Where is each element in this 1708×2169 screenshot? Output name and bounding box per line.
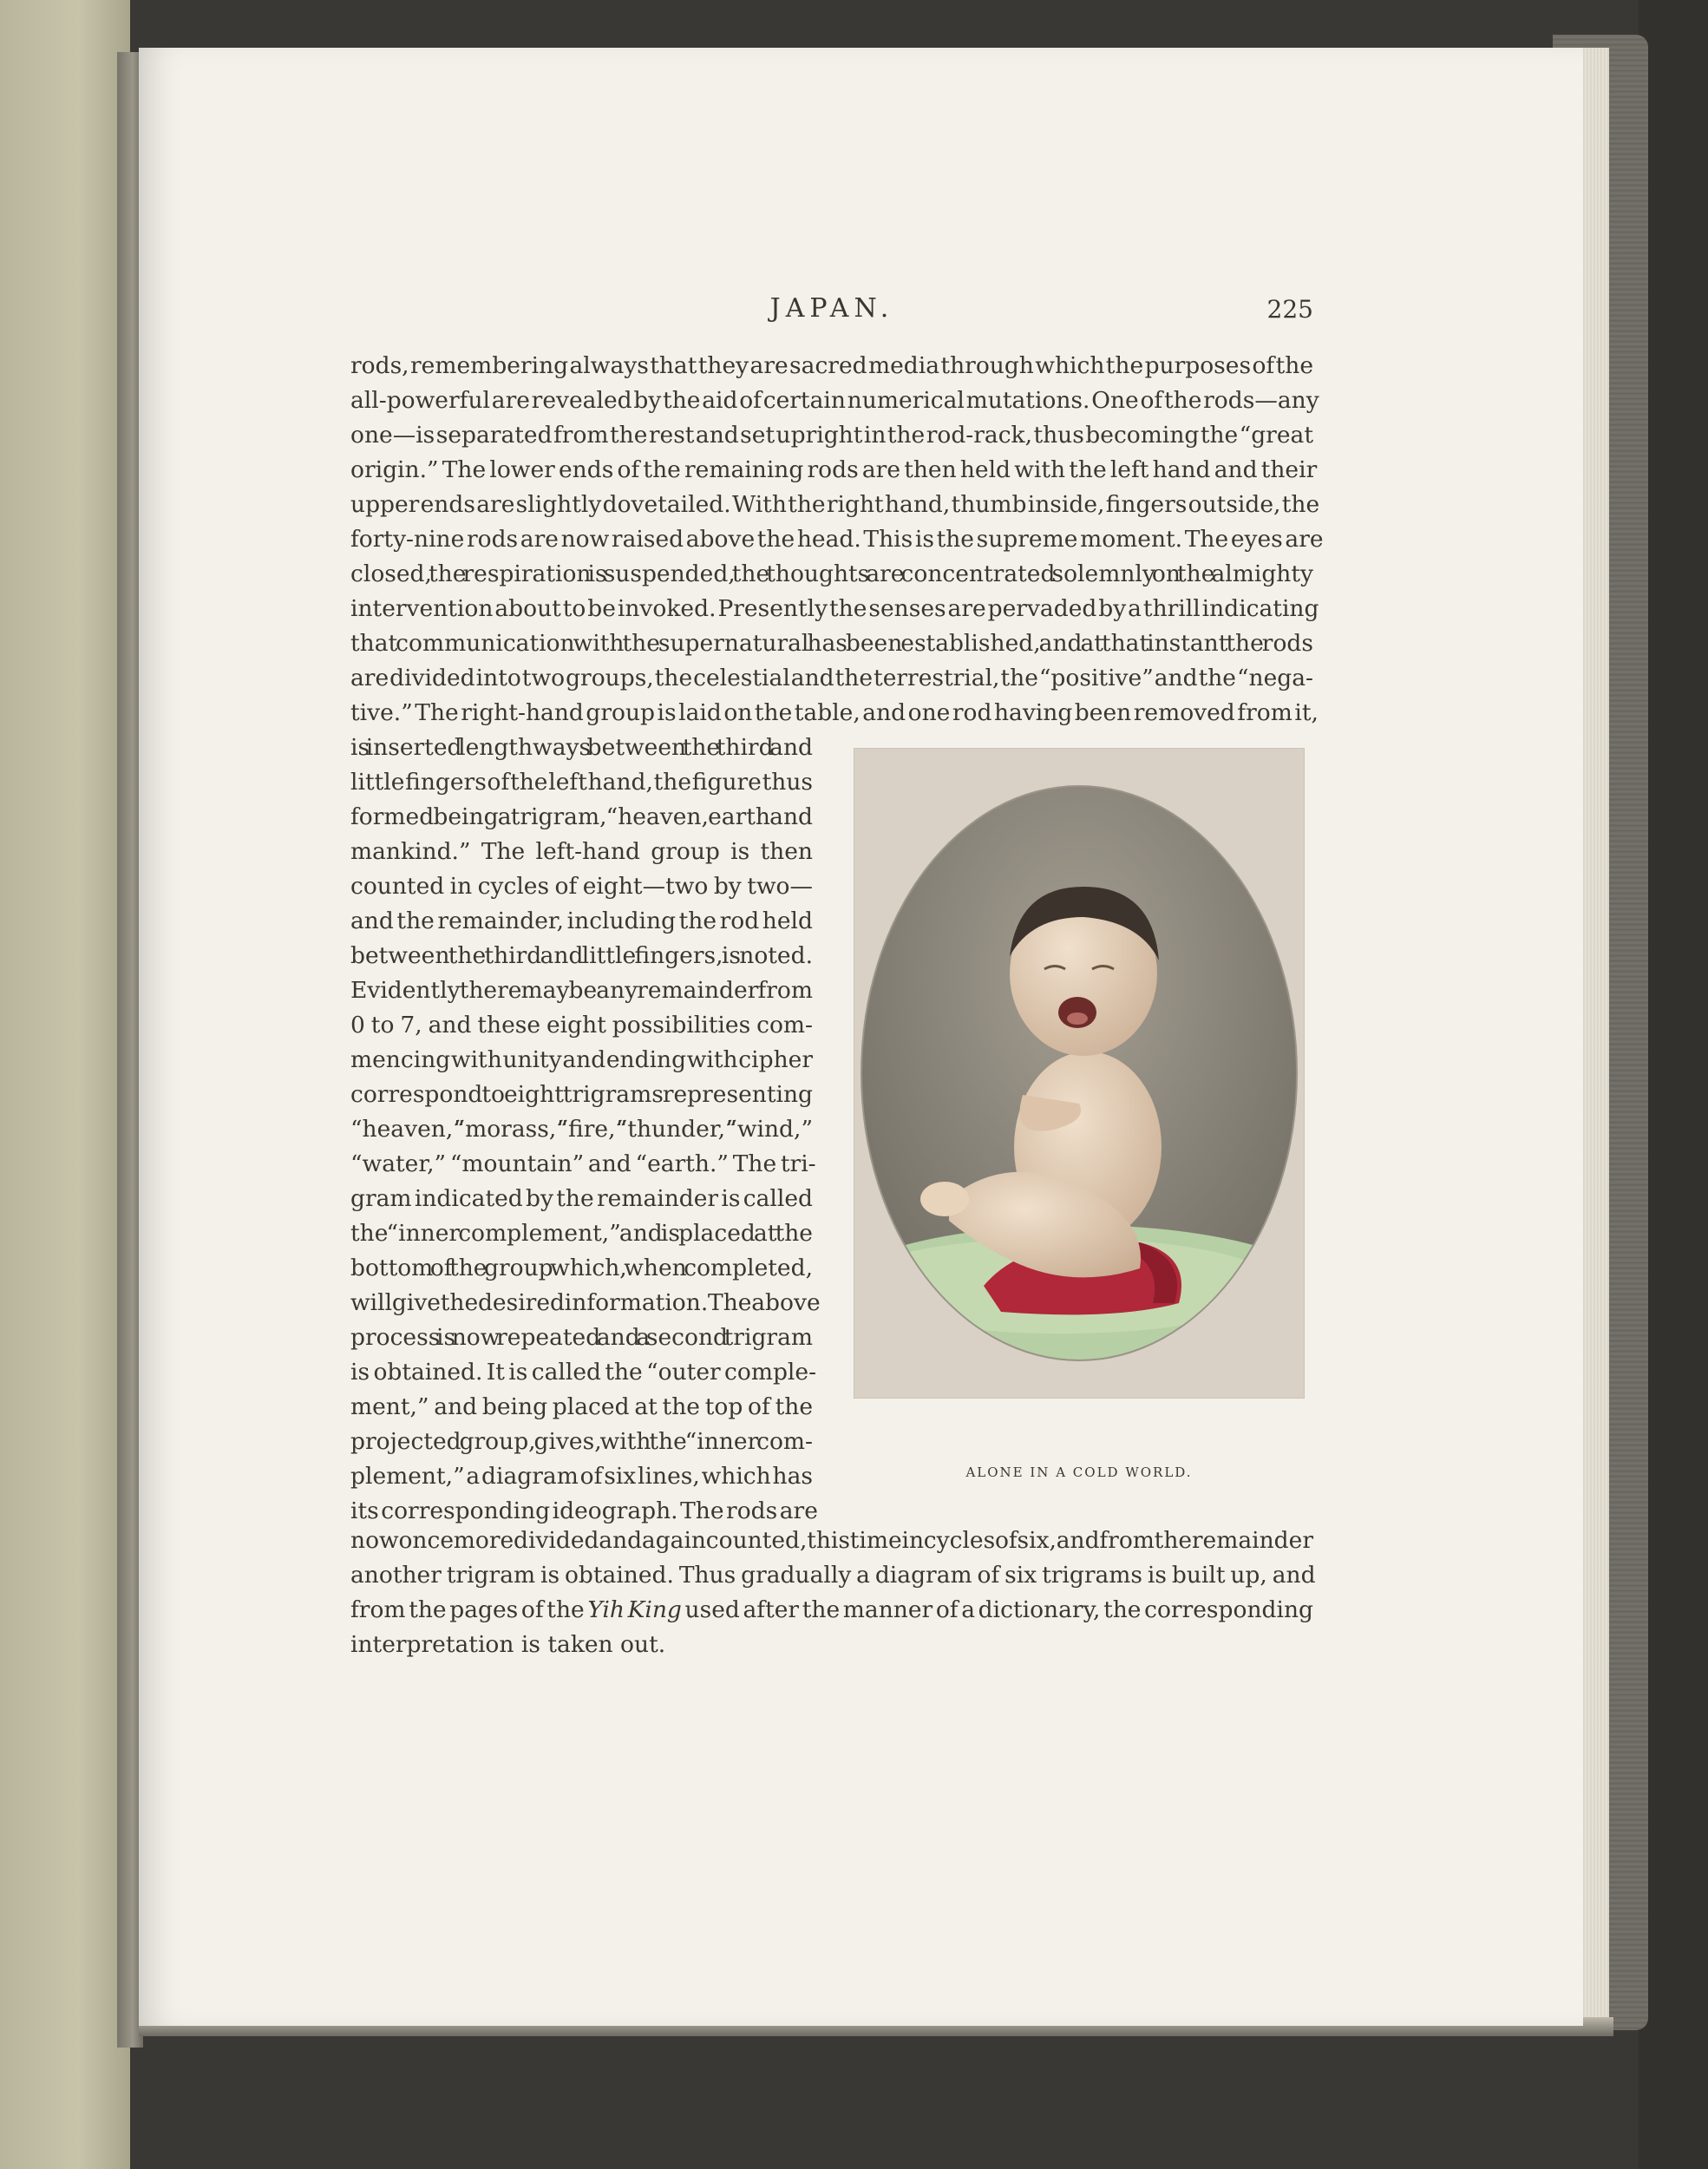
text-line: counted in cycles of eight—two by two—: [350, 873, 813, 900]
text-line: [350, 1593, 1313, 1628]
text-line: plement,” a diagram of six lines, which has: [350, 1463, 813, 1490]
text-line: correspond to eight trigrams representing: [350, 1081, 813, 1108]
text-line: 0 to 7, and these eight possibilities com-: [350, 1012, 813, 1039]
text-line: now once more divided and again counted, this time in cycles of six, and from the remainder: [350, 1527, 1313, 1554]
running-head: [350, 293, 1313, 337]
text-line: are divided into two groups, the celestial and the terrestrial, the “positive” and the “nega-: [350, 665, 1313, 691]
text-line: Evidently there may be any remainder from: [350, 977, 813, 1004]
page-number: 225: [1266, 295, 1313, 324]
book-cover-left: [0, 0, 130, 2169]
text-line: interpretation is taken out.: [350, 1631, 666, 1658]
text-line: is inserted lengthways between the third and: [350, 734, 813, 761]
text-line: formed being a trigram, “heaven, earth and: [350, 803, 813, 830]
text-line: tive.” The right-hand group is laid on the table, and one rod having been removed from it,: [350, 699, 1319, 726]
photograph-plate: [854, 748, 1305, 1399]
text-line: its corresponding ideograph. The rods are: [350, 1497, 818, 1524]
text-line: mankind.” The left-hand group is then: [350, 838, 813, 865]
text-fragment: from the pages of the: [350, 1596, 585, 1623]
text-line: ment,” and being placed at the top of the: [350, 1393, 813, 1420]
text-line: intervention about to be invoked. Presently the senses are pervaded by a thrill indicating: [350, 595, 1319, 622]
crying-baby-photograph: [854, 748, 1305, 1399]
text-line: projected group, gives, with the “inner com-: [350, 1428, 813, 1455]
text-line: origin.” The lower ends of the remaining rods are then held with the left hand and their: [350, 456, 1318, 483]
text-line: all-powerful are revealed by the aid of certain numerical mutations. One of the rods—any: [350, 387, 1319, 414]
text-line: and the remainder, including the rod held: [350, 908, 813, 934]
text-line: mencing with unity and ending with cipher: [350, 1046, 813, 1073]
text-line: gram indicated by the remainder is called: [350, 1185, 813, 1212]
text-line: “heaven,” “morass,” “fire,” “thunder,” “wind,”: [350, 1116, 813, 1143]
text-line: bottom of the group which, when completed,: [350, 1255, 813, 1281]
text-line: closed, the respiration is suspended, the thoughts are concentrated solemnly on the almighty: [350, 560, 1313, 587]
text-line: “water,” “mountain” and “earth.” The tri-: [350, 1150, 816, 1177]
text-line: that communication with the supernatural has been established, and at that instant the rods: [350, 630, 1313, 657]
background-right: [1639, 0, 1708, 2169]
text-line: one—is separated from the rest and set upright in the rod-rack, thus becoming the “great: [350, 422, 1313, 449]
text-block-bottom: [350, 1524, 1316, 1662]
text-line: rods, remembering always that they are sacred media through which the purposes of the: [350, 352, 1313, 379]
text-line: process is now repeated and a second trigram: [350, 1324, 813, 1351]
text-line: will give the desired information. The above: [350, 1289, 821, 1316]
text-line: forty-nine rods are now raised above the head. This is the supreme moment. The eyes are: [350, 526, 1324, 553]
text-fragment: used after the manner of a dictionary, the corresponding: [684, 1596, 1313, 1623]
text-line: upper ends are slightly dovetailed. With the right hand, thumb inside, fingers outside, the: [350, 491, 1320, 518]
text-line: between the third and little fingers, is noted.: [350, 942, 813, 969]
figure-caption: ALONE IN A COLD WORLD.: [965, 1465, 1193, 1480]
text-block-top: [350, 349, 1324, 731]
book-title-italic: Yih King: [587, 1596, 682, 1623]
text-line: another trigram is obtained. Thus gradually a diagram of six trigrams is built up, and: [350, 1562, 1316, 1589]
text-line: the “inner complement,” and is placed at the: [350, 1220, 813, 1247]
text-line: is obtained. It is called the “outer comple-: [350, 1359, 817, 1386]
text-block-side: [350, 731, 821, 1529]
text-line: little fingers of the left hand, the figure thus: [350, 769, 813, 796]
running-title: JAPAN.: [769, 293, 894, 324]
